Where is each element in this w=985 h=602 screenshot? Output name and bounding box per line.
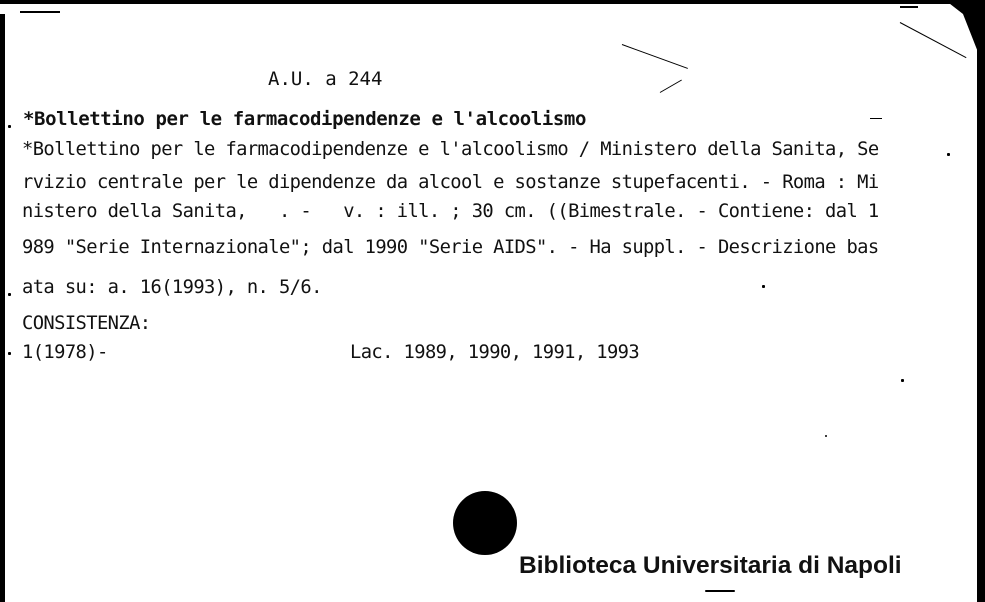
- scan-noise: [8, 125, 11, 128]
- call-number: A.U. a 244: [268, 68, 383, 90]
- description-line: *Bollettino per le farmacodipendenze e l'alcoolismo / Ministero della Sanita, Se: [22, 139, 879, 160]
- scan-noise: [825, 435, 827, 437]
- card-top-edge: [0, 0, 985, 4]
- library-stamp: Biblioteca Universitaria di Napoli: [519, 552, 902, 579]
- card-heading: *Bollettino per le farmacodipendenze e l'alcoolismo: [23, 108, 586, 130]
- scan-noise: [870, 118, 882, 119]
- card-right-edge: [977, 40, 985, 602]
- scan-noise: [947, 153, 950, 156]
- scan-mark: [20, 11, 60, 13]
- scan-noise: [660, 80, 682, 93]
- scan-noise: [901, 379, 904, 382]
- holdings-label: CONSISTENZA:: [22, 313, 151, 334]
- description-line: nistero della Sanita, . - v. : ill. ; 30 cm. ((Bimestrale. - Contiene: dal 1: [22, 201, 879, 222]
- scan-noise: [622, 44, 688, 69]
- card-left-edge: [0, 14, 5, 602]
- holdings-gaps: Lac. 1989, 1990, 1991, 1993: [350, 342, 640, 363]
- description-line: ata su: a. 16(1993), n. 5/6.: [22, 277, 322, 298]
- scan-noise: [8, 293, 11, 296]
- scan-mark: [900, 6, 918, 8]
- holdings-start: 1(1978)-: [22, 342, 108, 363]
- description-line: 989 "Serie Internazionale"; dal 1990 "Serie AIDS". - Ha suppl. - Descrizione bas: [22, 237, 879, 258]
- punch-hole: [453, 491, 517, 555]
- description-line: rvizio centrale per le dipendenze da alcool e sostanze stupefacenti. - Roma : Mi: [22, 172, 879, 193]
- scan-noise: [900, 22, 967, 58]
- scan-noise: [762, 285, 765, 288]
- scan-noise: [705, 590, 735, 592]
- scan-noise: [8, 352, 11, 355]
